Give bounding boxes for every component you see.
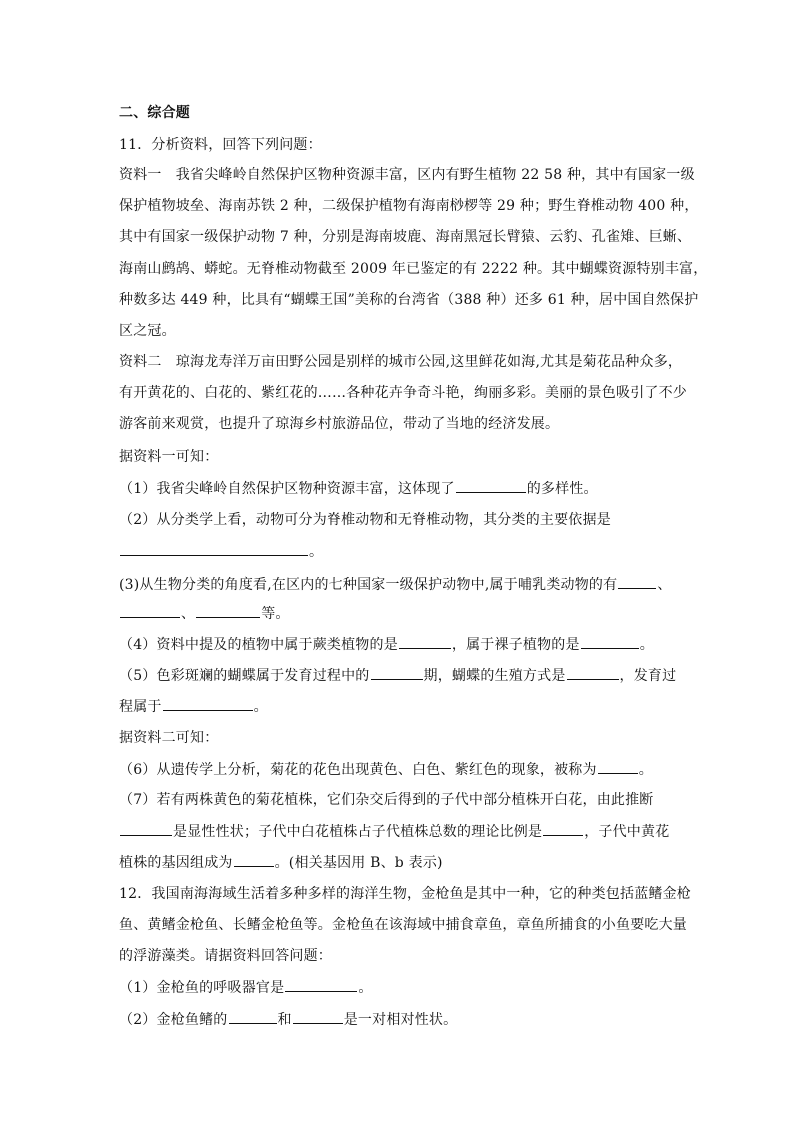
q11-part4-text: （4）资料中提及的植物中属于蕨类植物的是 (119, 637, 398, 653)
q11-part4 (119, 634, 689, 655)
q11-part7-text-mid2: ，子代中黄花 (584, 824, 670, 840)
section-heading: 二、综合题 (119, 105, 190, 121)
q11-part3-sep2: 、 (181, 606, 196, 622)
q11-part4-text-mid: ，属于裸子植物的是 (451, 637, 580, 653)
answer-blank[interactable] (618, 574, 656, 589)
q12-intro-line: 鱼、黄鳍金枪鱼、长鳍金枪鱼等。金枪鱼在该海域中捕食章鱼，章鱼所捕食的小鱼要吃大量 (119, 917, 687, 933)
answer-blank[interactable] (120, 821, 172, 836)
q11-part5-continued (119, 696, 689, 717)
material1-line: 其中有国家一级保护动物 7 种，分别是海南坡鹿、海南黑冠长臂猿、云豹、孔雀雉、巨蜥、 (119, 229, 692, 245)
answer-blank[interactable] (196, 603, 260, 618)
q12-part1-text-end: 。 (358, 980, 373, 996)
answer-blank[interactable] (163, 696, 253, 711)
answer-blank[interactable] (120, 541, 308, 556)
answer-blank[interactable] (598, 759, 638, 774)
q11-part7-continued (119, 821, 689, 842)
q11-intro: 11．分析资料，回答下列问题： (119, 137, 322, 153)
q12-intro-line: 12．我国南海海域生活着多种多样的海洋生物，金枪鱼是其中一种，它的种类包括蓝鳍金枪 (119, 886, 692, 902)
q12-intro-line: 的浮游藻类。请据资料回答问题： (119, 948, 332, 964)
q11-part5-text-end: 。 (253, 699, 268, 715)
material1-line: 资料一 我省尖峰岭自然保护区物种资源丰富，区内有野生植物 22 58 种，其中有国家一级 (119, 167, 695, 183)
q11-part2-text-end: 。 (309, 544, 324, 560)
q11-part5-text-mid2: ，发育过 (619, 668, 677, 684)
from-material1: 据资料一可知： (119, 449, 219, 465)
q12-part2 (119, 1009, 689, 1030)
q11-part7-text-mid: 是显性性状；子代中白花植株占子代植株总数的理论比例是 (173, 824, 543, 840)
q11-part6-text: （6）从遗传学上分析，菊花的花色出现黄色、白色、紫红色的现象，被称为 (119, 762, 597, 778)
answer-blank[interactable] (581, 634, 639, 649)
q12-part2-text-end: 是一对相对性状。 (343, 1012, 458, 1028)
q11-part2: （2）从分类学上看，动物可分为脊椎动物和无脊椎动物，其分类的主要依据是 (119, 512, 611, 528)
q11-part1-text: （1）我省尖峰岭自然保护区物种资源丰富，这体现了 (119, 481, 455, 497)
q11-part1-text-end: 的多样性。 (526, 481, 598, 497)
q11-part6 (119, 759, 689, 780)
answer-blank[interactable] (456, 478, 526, 493)
q11-part7-text-end: 。(相关基因用 B、b 表示) (274, 855, 443, 871)
q11-part3-text: (3)从生物分类的角度看,在区内的七种国家一级保护动物中,属于哺乳类动物的有 (119, 577, 618, 593)
q11-part5 (119, 665, 689, 686)
q11-part5-text: （5）色彩斑斓的蝴蝶属于发育过程中的 (119, 668, 370, 684)
material2-line: 游客前来观赏，也提升了琼海乡村旅游品位，带动了当地的经济发展。 (119, 416, 560, 432)
q11-part1 (119, 478, 689, 499)
q11-part6-text-end: 。 (638, 762, 653, 778)
q11-part3-sep: 、 (657, 577, 672, 593)
material1-line: 区之冠。 (119, 323, 176, 339)
q11-part7: （7）若有两株黄色的菊花植株，它们杂交后得到的子代中部分植株开白花，由此推断 (119, 792, 654, 808)
material2-line: 有开黄花的、白花的、紫红花的……各种花卉争奇斗艳，绚丽多彩。美丽的景色吸引了不少 (119, 385, 687, 401)
answer-blank[interactable] (371, 665, 423, 680)
q11-part3-end: 等。 (261, 606, 290, 622)
q11-part2-answer (119, 541, 689, 562)
q12-part2-text-mid: 和 (277, 1012, 292, 1028)
answer-blank[interactable] (285, 977, 357, 992)
q11-part7-end-line (119, 852, 689, 873)
answer-blank[interactable] (293, 1009, 343, 1024)
q11-part5-text-mid: 期，蝴蝶的生殖方式是 (423, 668, 566, 684)
answer-blank[interactable] (399, 634, 451, 649)
q11-part3-continued (119, 603, 689, 624)
from-material2: 据资料二可知： (119, 730, 219, 746)
answer-blank[interactable] (543, 821, 583, 836)
material2-line: 资料二 琼海龙寿洋万亩田野公园是别样的城市公园,这里鲜花如海,尤其是菊花品种众多， (119, 354, 683, 370)
answer-blank[interactable] (120, 603, 180, 618)
material1-line: 种数多达 449 种，比具有“蝴蝶王国”美称的台湾省（388 种）还多 61 种，居中国自然保护 (119, 292, 699, 308)
answer-blank[interactable] (229, 1009, 277, 1024)
q12-part1-text: （1）金枪鱼的呼吸器官是 (119, 980, 285, 996)
q11-part7-text-cont: 植株的基因组成为 (119, 855, 233, 871)
material1-line: 海南山鹧鸪、蟒蛇。无脊椎动物截至 2009 年已鉴定的有 2222 种。其中蝴蝶资源特别丰富， (119, 261, 708, 277)
q11-part4-text-end: 。 (639, 637, 654, 653)
q12-part2-text: （2）金枪鱼鳍的 (119, 1012, 228, 1028)
answer-blank[interactable] (234, 852, 274, 867)
answer-blank[interactable] (567, 665, 619, 680)
q11-part3 (119, 574, 689, 595)
q11-part5-text-cont: 程属于 (119, 699, 162, 715)
q12-part1 (119, 977, 689, 998)
material1-line: 保护植物坡垒、海南苏铁 2 种，二级保护植物有海南桫椤等 29 种；野生脊椎动物 400 种， (119, 198, 699, 214)
